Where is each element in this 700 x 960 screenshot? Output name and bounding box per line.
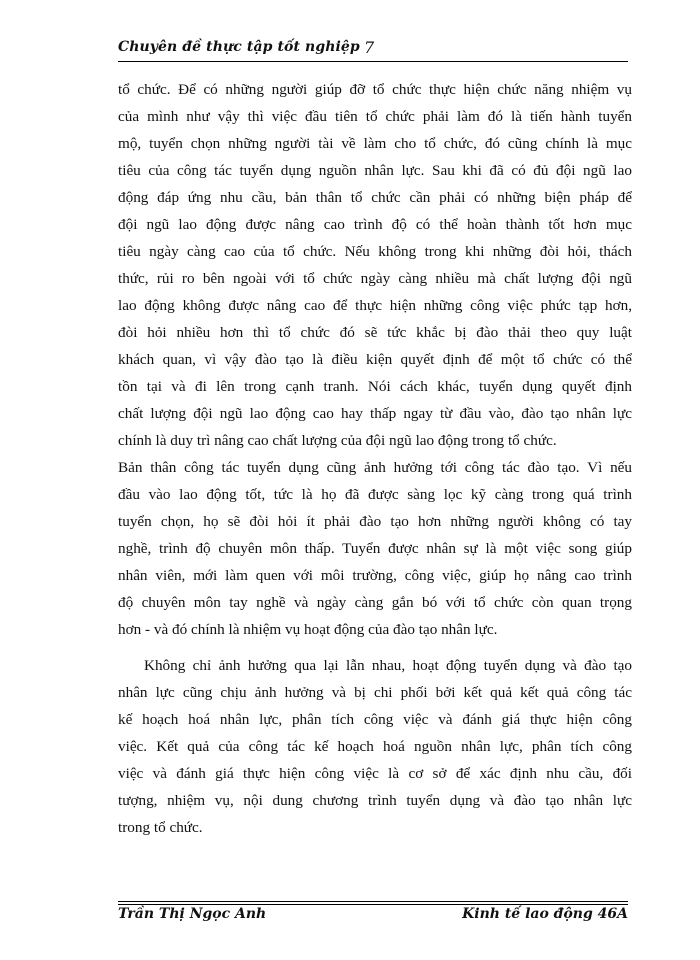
text-line: độ chuyên môn tay nghề và ngày càng gắn bó với tổ chức còn quan trọng — [118, 594, 632, 611]
paragraph-3 — [118, 652, 632, 841]
footer-rule — [118, 901, 628, 905]
text-line: tồn tại và đi lên trong cạnh tranh. Nói cách khác, tuyển dụng quyết định — [118, 378, 632, 395]
text-line: nghề, trình độ chuyên môn thấp. Tuyển được nhân sự là một việc song giúp — [118, 540, 632, 557]
footer-author: Trần Thị Ngọc Anh — [118, 906, 267, 922]
text-line: chất lượng đội ngũ lao động cao hay thấp ngay từ đầu vào, đào tạo nhân lực — [118, 405, 632, 422]
text-line: hơn - và đó chính là nhiệm vụ hoạt động của đào tạo nhân lực. — [118, 621, 498, 638]
text-line: của mình như vậy thì việc đầu tiên tổ chức phải làm đó là tiến hành tuyển — [118, 108, 632, 125]
text-line: Không chỉ ảnh hưởng qua lại lẫn nhau, hoạt động tuyển dụng và đào tạo — [144, 657, 632, 674]
text-line: đội ngũ lao động được nâng cao trình độ có thể hoàn thành tốt hơn mục — [118, 216, 632, 233]
footer-class: Kinh tế lao động 46A — [462, 906, 628, 922]
text-line: việc. Kết quả của công tác kế hoạch hoá nguồn nhân lực, phân tích công — [118, 738, 632, 755]
header-title: Chuyên đề thực tập tốt nghiệp — [118, 39, 360, 55]
text-line: việc và đánh giá thực hiện công việc là cơ sở để xác định nhu cầu, đối — [118, 765, 632, 782]
page-header — [118, 36, 628, 60]
header-rule — [118, 61, 628, 62]
text-line: nhân lực cũng chịu ảnh hưởng và bị chi phối bởi kết quả kết quả công tác — [118, 684, 632, 701]
text-line: tiêu ngày càng cao của tổ chức. Nếu không trong khi những đòi hỏi, thách — [118, 243, 632, 260]
text-line: tổ chức. Để có những người giúp đỡ tổ chức thực hiện chức năng nhiệm vụ — [118, 81, 632, 98]
text-line: đòi hỏi nhiều hơn thì tổ chức đó sẽ tức khắc bị đào thải theo quy luật — [118, 324, 632, 341]
text-line: tiêu của công tác tuyển dụng nguồn nhân lực. Sau khi đã có đủ đội ngũ lao — [118, 162, 632, 179]
text-line: khách quan, vì vậy đào tạo là điều kiện quyết định để một tổ chức có thể — [118, 351, 632, 368]
text-line: nhân viên, mới làm quen với môi trường, công việc, giúp họ nâng cao trình — [118, 567, 632, 584]
text-line: động đáp ứng nhu cầu, bản thân tổ chức cần phải có những biện pháp để — [118, 189, 632, 206]
text-line: Bản thân công tác tuyển dụng cũng ảnh hưởng tới công tác đào tạo. Vì nếu — [118, 459, 632, 476]
text-line: kế hoạch hoá nhân lực, phân tích công việc và đánh giá thực hiện công — [118, 711, 632, 728]
paragraph-1 — [118, 76, 632, 454]
page-number: 7 — [364, 38, 375, 57]
text-line: chính là duy trì nâng cao chất lượng của đội ngũ lao động trong tổ chức. — [118, 432, 557, 449]
text-line: đầu vào lao động tốt, tức là họ đã được sàng lọc kỹ càng trong quá trình — [118, 486, 632, 503]
text-line: mộ, tuyển chọn những người tài về làm cho tổ chức, đó cũng chính là mục — [118, 135, 632, 152]
text-line: tuyển chọn, họ sẽ đòi hỏi ít phải đào tạo hơn những người không có tay — [118, 513, 632, 530]
text-line: trong tổ chức. — [118, 819, 203, 836]
paragraph-2 — [118, 454, 632, 643]
text-line: thức, rủi ro bên ngoài với tổ chức ngày càng nhiều mà chất lượng đội ngũ — [118, 270, 632, 287]
document-body — [118, 76, 632, 841]
text-line: tượng, nhiệm vụ, nội dung chương trình tuyển dụng và đào tạo nhân lực — [118, 792, 632, 809]
text-line: lao động không được nâng cao để thực hiện những công việc phức tạp hơn, — [118, 297, 632, 314]
